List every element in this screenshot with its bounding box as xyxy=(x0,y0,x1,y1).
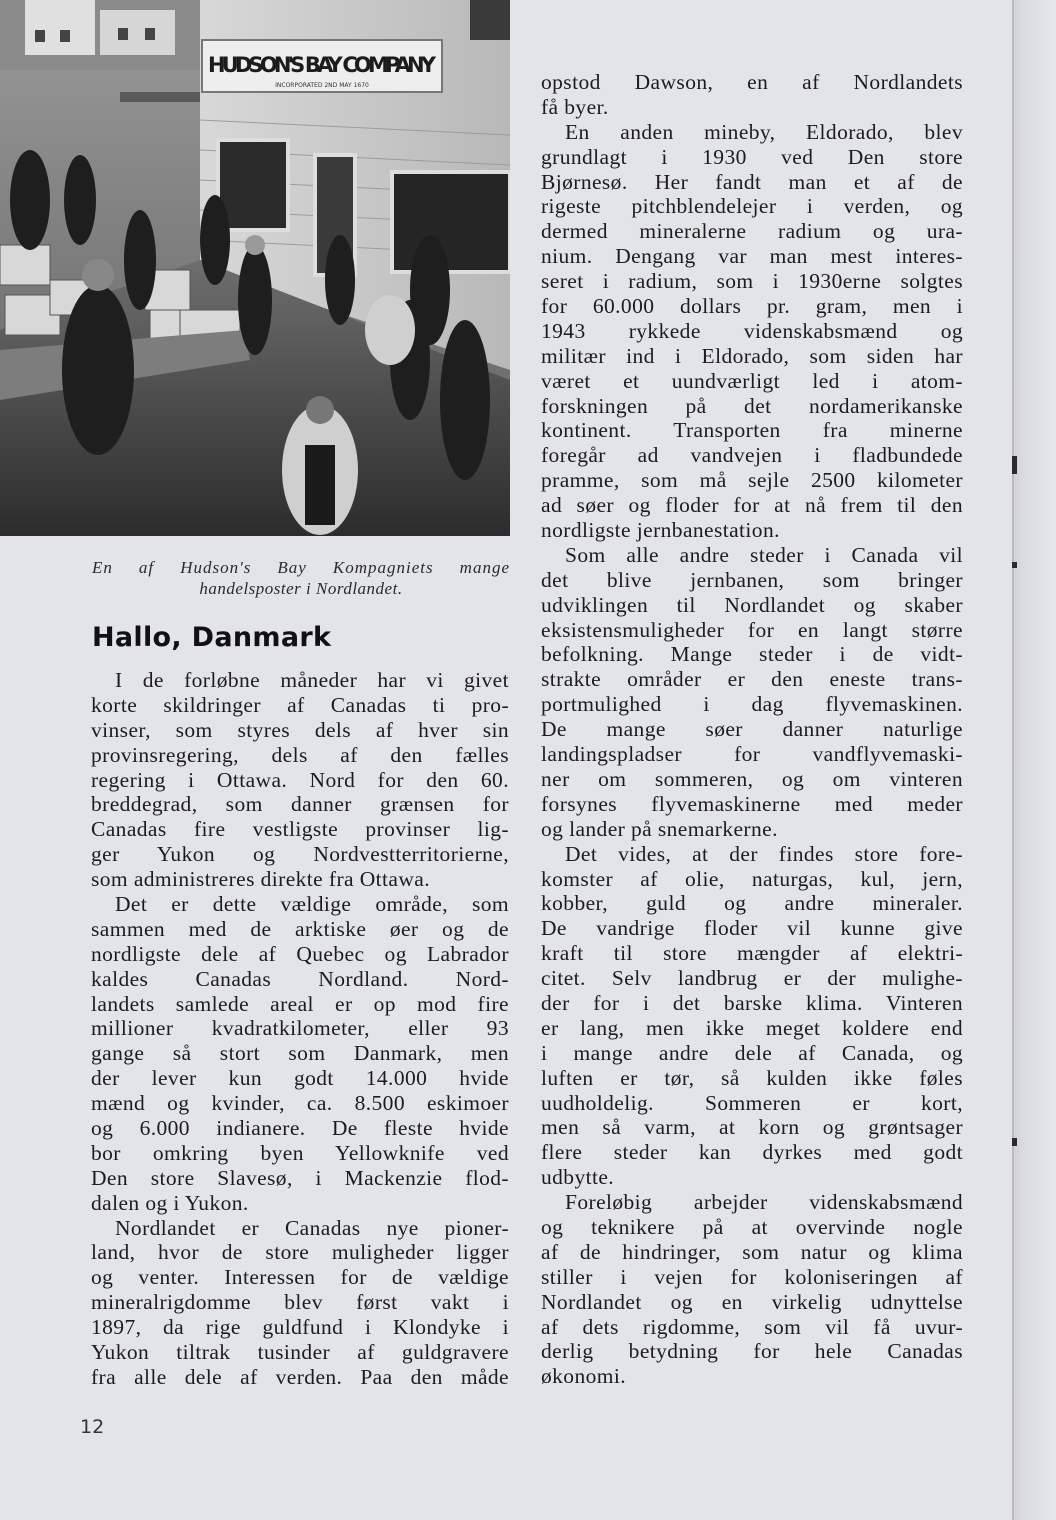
caption-line: handelsposter i Nordlandet. xyxy=(199,579,403,598)
text-line: citet. Selv landbrug er der mulighe- xyxy=(541,966,963,991)
text-line: Foreløbig arbejder videnskabsmænd xyxy=(565,1190,963,1215)
text-line: forsynes flyvemaskinerne med meder xyxy=(541,791,963,816)
text-line: Yukon tiltrak tusinder af guldgravere xyxy=(91,1340,509,1365)
text-line: landingspladser for vandflyvemaski- xyxy=(541,742,963,767)
text-line: grundlagt i 1930 ved Den store xyxy=(541,144,963,169)
text-line: Bjørnesø. Her fandt man et af de xyxy=(541,169,963,194)
text-line: De mange søer danner naturlige xyxy=(541,717,963,742)
text-line: udviklingen til Nordlandet og skaber xyxy=(541,592,963,617)
text-line: i mange andre dele af Canada, og xyxy=(541,1040,963,1065)
text-line: kontinent. Transporten fra minerne xyxy=(541,418,963,443)
text-line: nium. Dengang var man mest interes- xyxy=(541,244,963,269)
text-line: ner om sommeren, og om vinteren xyxy=(541,766,963,791)
text-line: men så varm, at korn og grøntsager xyxy=(541,1115,963,1140)
text-line: der for i det barske klima. Vinteren xyxy=(541,990,963,1015)
text-line: sammen med de arktiske øer og de xyxy=(91,916,509,941)
text-line: af dets rigdomme, som vil få uvur- xyxy=(541,1314,963,1339)
paragraph xyxy=(541,70,963,120)
text-line: og lander på snemarkerne. xyxy=(541,816,778,841)
text-line: 1943 rykkede videnskabsmænd og xyxy=(541,318,963,343)
text-line: Det er dette vældige område, som xyxy=(115,892,509,917)
text-line: kaldes Canadas Nordland. Nord- xyxy=(91,966,509,991)
page-fold-line xyxy=(1012,0,1014,1520)
binding-mark xyxy=(1012,1138,1017,1146)
text-line: bor omkring byen Yellowknife ved xyxy=(91,1140,509,1165)
text-line: De vandrige floder vil kunne give xyxy=(541,916,963,941)
text-line: ad søer og floder for at nå frem til den xyxy=(541,493,963,518)
text-line: Den store Slavesø, i Mackenzie flod- xyxy=(91,1165,509,1190)
text-line: opstod Dawson, en af Nordlandets xyxy=(541,70,963,94)
text-line: Som alle andre steder i Canada vil xyxy=(565,542,963,567)
article-title: Hallo, Danmark xyxy=(92,622,332,653)
text-line: været et uundværligt led i atom- xyxy=(541,368,963,393)
text-line: og 6.000 indianere. De fleste hvide xyxy=(91,1116,509,1141)
text-line: En anden mineby, Eldorado, blev xyxy=(565,119,963,144)
text-line: økonomi. xyxy=(541,1364,627,1389)
text-line: millioner kvadratkilometer, eller 93 xyxy=(91,1016,509,1041)
text-line: og venter. Interessen for de vældige xyxy=(91,1265,509,1290)
hudsons-bay-trading-post-photo xyxy=(0,0,510,536)
text-line: det blive jernbanen, som bringer xyxy=(541,567,963,592)
text-line: befolkning. Mange steder i de vidt- xyxy=(541,642,963,667)
text-line: udbytte. xyxy=(541,1165,615,1190)
text-line: Canadas fire vestligste provinser lig- xyxy=(91,817,509,842)
text-line: komster af olie, naturgas, kul, jern, xyxy=(541,866,963,891)
text-line: dalen og i Yukon. xyxy=(91,1190,249,1215)
paragraph xyxy=(541,120,963,543)
text-line: landets samlede areal er op mod fire xyxy=(91,991,509,1016)
text-line: 1897, da rige guldfund i Klondyke i xyxy=(91,1315,509,1340)
text-line: nordligste dele af Quebec og Labrador xyxy=(91,941,509,966)
text-line: breddegrad, som danner grænsen for xyxy=(91,792,509,817)
photo-caption xyxy=(92,557,510,599)
text-line: provinsregering, dels af den fælles xyxy=(91,742,509,767)
sign-title: HUDSON'S BAY COMPANY xyxy=(208,53,436,77)
text-line: luften er tør, så kulden ikke føles xyxy=(541,1065,963,1090)
text-line: Det vides, at der findes store fore- xyxy=(565,841,963,866)
text-line: som administreres direkte fra Ottawa. xyxy=(91,867,430,892)
text-line: af de hindringer, som natur og klima xyxy=(541,1239,963,1264)
text-line: Nordlandet og en virkelig udnyttelse xyxy=(541,1289,963,1314)
article-column-right xyxy=(541,70,963,1389)
article-column-left xyxy=(91,668,509,1390)
text-line: nordligste jernbanestation. xyxy=(541,518,780,543)
text-line: få byer. xyxy=(541,94,609,119)
text-line: mænd og kvinder, ca. 8.500 eskimoer xyxy=(91,1091,509,1116)
paragraph xyxy=(541,1190,963,1389)
sign-subtitle: INCORPORATED 2ND MAY 1670 xyxy=(275,82,369,89)
adjacent-page-edge xyxy=(1012,0,1056,1520)
binding-mark xyxy=(1012,456,1017,474)
text-line: kraft til store mængder af elektri- xyxy=(541,941,963,966)
text-line: vinser, som styres dels af hver sin xyxy=(91,717,509,742)
paragraph xyxy=(91,892,509,1216)
text-line: fra alle dele af verden. Paa den måde xyxy=(91,1364,509,1389)
text-line: korte skildringer af Canadas ti pro- xyxy=(91,692,509,717)
text-line: derlig betydning for hele Canadas xyxy=(541,1339,963,1364)
text-line: flere steder kan dyrkes med godt xyxy=(541,1140,963,1165)
binding-mark xyxy=(1012,562,1017,568)
text-line: I de forløbne måneder har vi givet xyxy=(115,668,509,692)
text-line: Nordlandet er Canadas nye pioner- xyxy=(115,1215,509,1240)
text-line: regering i Ottawa. Nord for den 60. xyxy=(91,767,509,792)
text-line: ger Yukon og Nordvestterritorierne, xyxy=(91,842,509,867)
caption-line: En af Hudson's Bay Kompagniets mange xyxy=(92,558,510,577)
text-line: uudholdelig. Sommeren er kort, xyxy=(541,1090,963,1115)
text-line: for 60.000 dollars pr. gram, men i xyxy=(541,294,963,319)
text-line: stiller i vejen for koloniseringen af xyxy=(541,1264,963,1289)
text-line: seret i radium, som i 1930erne solgtes xyxy=(541,269,963,294)
paragraph xyxy=(91,1216,509,1390)
text-line: kobber, guld og andre mineraler. xyxy=(541,891,963,916)
text-line: forskningen på det nordamerikanske xyxy=(541,393,963,418)
text-line: rigeste pitchblendelejer i verden, og xyxy=(541,194,963,219)
text-line: militær ind i Eldorado, som siden har xyxy=(541,343,963,368)
text-line: og teknikere på at overvinde nogle xyxy=(541,1214,963,1239)
text-line: er lang, men ikke meget koldere end xyxy=(541,1015,963,1040)
text-line: mineralrigdomme blev først vakt i xyxy=(91,1290,509,1315)
paragraph xyxy=(91,668,509,892)
text-line: land, hvor de store muligheder ligger xyxy=(91,1240,509,1265)
text-line: strakte områder er den eneste trans- xyxy=(541,667,963,692)
text-line: der lever kun godt 14.000 hvide xyxy=(91,1066,509,1091)
text-line: dermed mineralerne radium og ura- xyxy=(541,219,963,244)
text-line: eksistensmuligheder for en langt større xyxy=(541,617,963,642)
text-line: foregår ad vandvejen i fladbundede xyxy=(541,443,963,468)
paragraph xyxy=(541,543,963,842)
text-line: gange så stort som Danmark, men xyxy=(91,1041,509,1066)
text-line: pramme, som må sejle 2500 kilometer xyxy=(541,468,963,493)
text-line: portmulighed i dag flyvemaskinen. xyxy=(541,692,963,717)
paragraph xyxy=(541,842,963,1190)
page-number: 12 xyxy=(80,1416,105,1438)
